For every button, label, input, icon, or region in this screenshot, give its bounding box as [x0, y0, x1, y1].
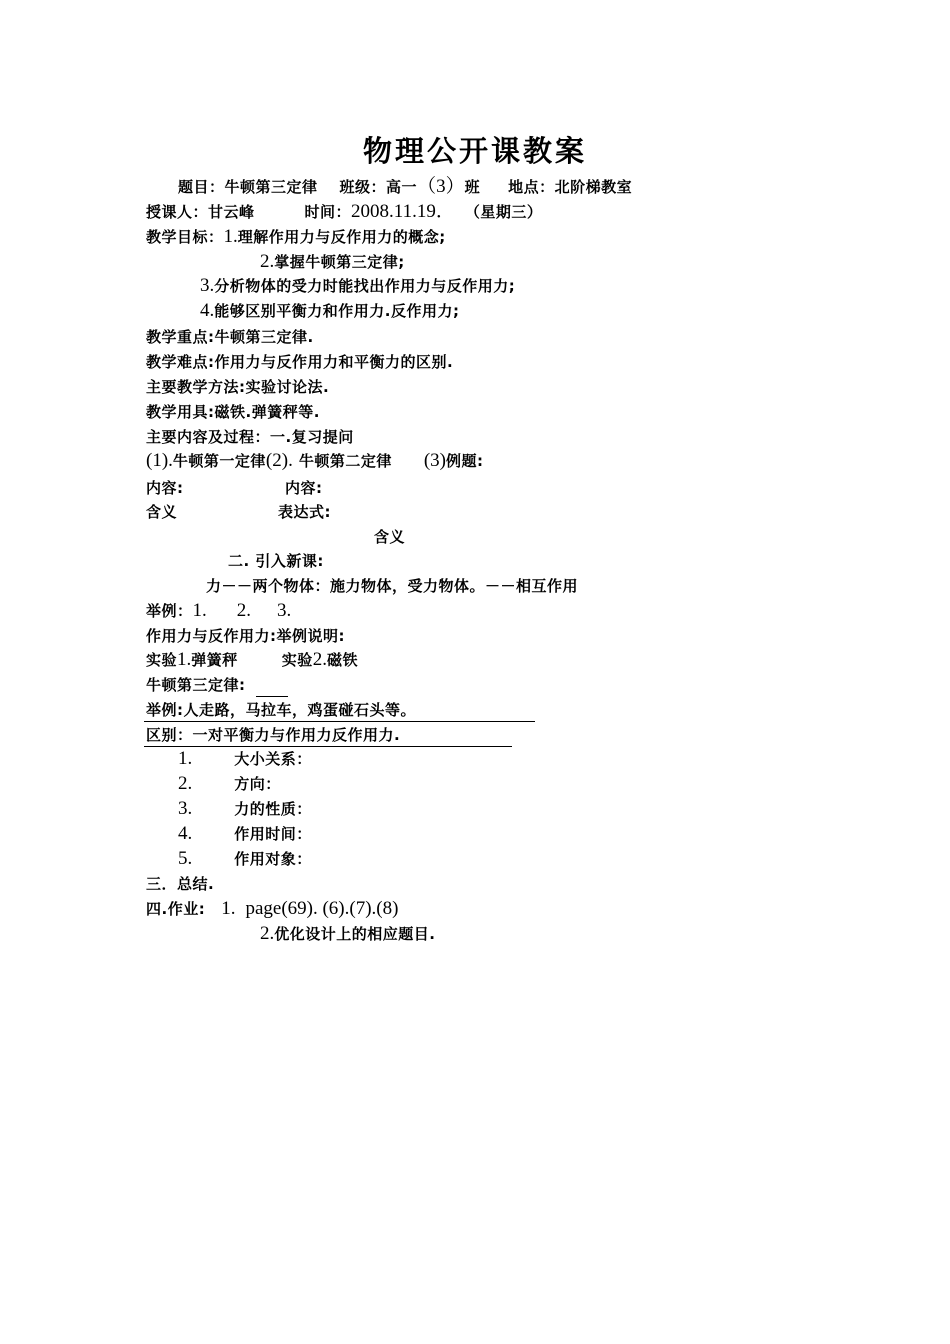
goal-line-4	[200, 301, 459, 321]
goal-2-text: 掌握牛顿第三定律;	[274, 253, 405, 271]
goal-1-text: 理解作用力与反作用力的概念;	[237, 228, 446, 246]
diff-item-5-number: 5.	[178, 848, 193, 869]
time-value: 2008.11.19．	[351, 201, 455, 222]
diff-item-3-number: 3.	[178, 798, 193, 819]
example-application-line: 举例:人走路，马拉车，鸡蛋碰石头等。	[146, 701, 417, 719]
diff-item-4	[178, 824, 312, 844]
review-b-text: 牛顿第二定律	[298, 452, 392, 470]
class-number: （3）	[417, 176, 465, 197]
topic-label: 题目：	[178, 178, 225, 196]
content-label-1: 内容:	[146, 479, 184, 497]
goal-1-number: 1.	[223, 226, 238, 247]
homework-2-number: 2.	[260, 923, 275, 944]
examples-line	[146, 601, 291, 621]
diff-item-2-text: 方向：	[234, 775, 281, 793]
diff-item-4-number: 4.	[178, 823, 193, 844]
homework-label: 四.作业:	[146, 900, 206, 918]
third-law-line: 牛顿第三定律:	[146, 676, 246, 694]
class-label: 班级：	[339, 178, 387, 196]
experiment-2-label: 实验	[281, 651, 313, 669]
method-line: 主要教学方法:实验讨论法.	[146, 378, 330, 396]
time-label: 时间：	[304, 203, 352, 221]
meaning-label-2: 含义	[374, 528, 406, 546]
meaning-label-1: 含义	[146, 503, 178, 521]
experiment-1-text: 弹簧秤	[191, 651, 238, 669]
difference-line: 区别：一对平衡力与作用力反作用力.	[146, 726, 401, 744]
homework-1-number: 1.	[221, 898, 236, 919]
homework-2-text: 优化设计上的相应题目.	[274, 925, 436, 943]
experiment-1-number: 1.	[177, 649, 192, 670]
diff-item-2	[178, 774, 281, 794]
homework-line-1	[146, 899, 398, 919]
diff-item-1	[178, 749, 312, 769]
review-line	[146, 451, 484, 471]
new-lesson-heading: 二. 引入新课:	[228, 552, 324, 570]
experiments-line	[146, 650, 358, 670]
place-label: 地点：	[508, 178, 555, 196]
homework-line-2	[260, 924, 435, 944]
goal-2-number: 2.	[260, 251, 275, 272]
goal-line-2	[260, 252, 405, 272]
teacher-name: 甘云峰	[208, 203, 255, 221]
homework-1-text: page(69). (6).(7).(8)	[245, 898, 399, 919]
goal-4-text: 能够区别平衡力和作用力.反作用力;	[214, 302, 460, 320]
diff-item-5	[178, 849, 312, 869]
example-underline	[144, 721, 535, 722]
review-b-number: (2).	[265, 450, 293, 471]
diff-item-3	[178, 799, 312, 819]
difficulty-line: 教学难点:作用力与反作用力和平衡力的区别.	[146, 353, 454, 371]
review-c-number: (3)	[423, 450, 446, 471]
review-a-text: 牛顿第一定律	[172, 452, 266, 470]
weekday: （星期三）	[464, 203, 543, 221]
diff-item-3-text: 力的性质：	[234, 800, 312, 818]
expression-label: 表达式:	[278, 503, 331, 521]
goals-label: 教学目标：	[146, 228, 224, 246]
diff-item-5-text: 作用对象：	[234, 850, 312, 868]
process-line: 主要内容及过程：一.复习提问	[146, 428, 354, 446]
diff-item-1-text: 大小关系：	[234, 750, 312, 768]
review-c-text: 例题:	[446, 452, 484, 470]
goal-line-1	[146, 227, 446, 247]
class-suffix: 班	[464, 178, 481, 196]
diff-item-1-number: 1.	[178, 748, 193, 769]
action-reaction-line: 作用力与反作用力:举例说明:	[146, 627, 345, 645]
diff-item-2-number: 2.	[178, 773, 193, 794]
experiment-2-text: 磁铁	[327, 651, 359, 669]
topic-value: 牛顿第三定律	[224, 178, 318, 196]
document-title: 物理公开课教案	[362, 134, 587, 168]
example-number-1: 1.	[192, 600, 207, 621]
example-number-3: 3.	[277, 600, 292, 621]
difference-underline	[144, 746, 512, 747]
goal-4-number: 4.	[200, 300, 215, 321]
summary-line: 三．总结.	[146, 875, 215, 893]
teacher-label: 授课人：	[146, 203, 209, 221]
third-law-underline	[256, 696, 288, 697]
tools-line: 教学用具:磁铁.弹簧秤等.	[146, 403, 320, 421]
key-point-line: 教学重点:牛顿第三定律.	[146, 328, 314, 346]
experiment-1-label: 实验	[146, 651, 178, 669]
goal-line-3	[200, 276, 515, 296]
content-label-2: 内容:	[285, 479, 323, 497]
goal-3-text: 分析物体的受力时能找出作用力与反作用力;	[214, 277, 516, 295]
place-value: 北阶梯教室	[554, 178, 633, 196]
diff-item-4-text: 作用时间：	[234, 825, 312, 843]
teacher-time-line	[146, 202, 542, 222]
review-a-number: (1).	[146, 450, 173, 471]
experiment-2-number: 2.	[312, 649, 328, 670]
force-definition-line: 力－－两个物体：施力物体，受力物体。－－相互作用	[206, 577, 579, 595]
class-prefix: 高一	[386, 178, 418, 196]
examples-label: 举例：	[146, 602, 193, 620]
goal-3-number: 3.	[200, 275, 215, 296]
header-info-line	[178, 177, 632, 197]
example-number-2: 2.	[236, 600, 252, 621]
